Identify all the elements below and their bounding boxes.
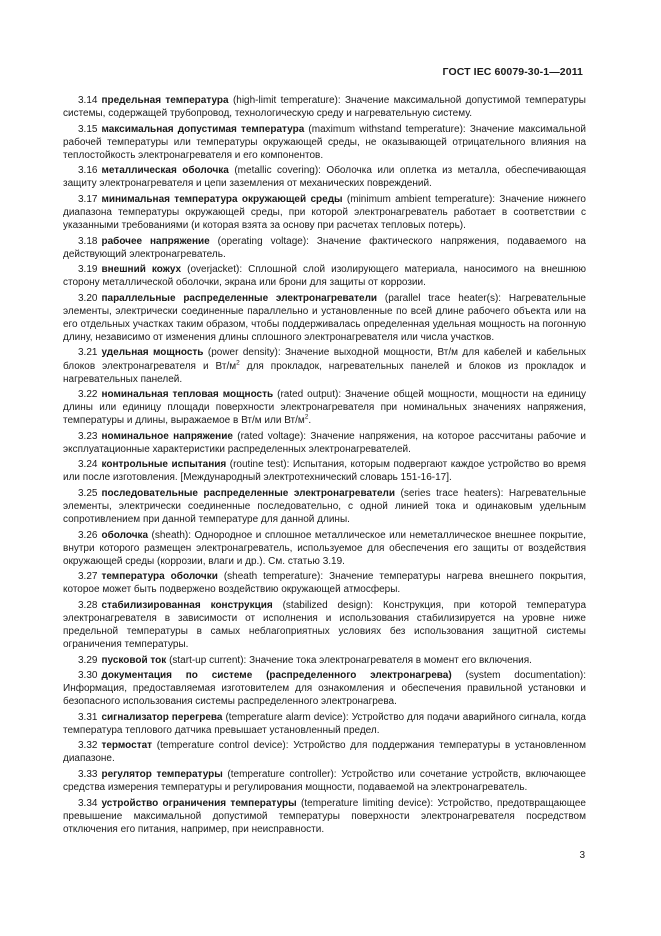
definition-text: (high-limit temperature): Значение максимальной допустимой температуры системы, содержащей трубопровод, технологическую среду и нагревательную систему. — [63, 95, 586, 120]
term: удельная мощность — [101, 347, 204, 359]
clause-number: 3.24 — [78, 459, 98, 471]
definition-3-19 — [63, 263, 586, 289]
definition-text: (operating voltage): Значение фактического напряжения, подаваемого на действующий электронагреватель. — [63, 235, 586, 260]
definition-3-30 — [63, 669, 586, 708]
definition-text: (metallic covering): Оболочка или оплетка из металла, обеспечивающая защиту электронагревателя и цепи заземления от механических повреждений. — [63, 165, 586, 190]
term: металлическая оболочка — [101, 165, 229, 177]
clause-number: 3.28 — [78, 599, 98, 611]
definition-text: (temperature controller): Устройство или сочетание устройств, включающее средства измерения температуры и регулирования мощности, подаваемой на электронагреватель. — [63, 768, 586, 794]
definition-3-25 — [63, 487, 586, 526]
definition-3-33 — [63, 768, 586, 794]
term: оболочка — [101, 529, 149, 541]
definition-3-31 — [63, 711, 586, 737]
definition-3-18 — [63, 235, 586, 261]
definition-text: (temperature control device): Устройство для поддержания температуры в установленном диапазоне. — [63, 740, 586, 765]
definition-text-cont: . — [308, 415, 312, 427]
definition-3-27 — [63, 570, 586, 596]
definition-text-cont: для прокладок, нагревательных панелей и блоков из прокладок и нагревательных панелей. — [63, 360, 586, 385]
definition-3-34 — [63, 797, 586, 836]
definition-3-23 — [63, 430, 586, 456]
definition-text: (temperature alarm device): Устройство для подачи аварийного сигнала, когда температура теплового датчика превышает установленный предел. — [63, 711, 586, 736]
term: номинальная тепловая мощность — [101, 389, 274, 401]
definition-text: (sheath temperature): Значение температуры нагрева внешнего покрытия, которое может быть подвержено воздействию окружающей атмосферы. — [63, 571, 586, 596]
term: пусковой ток — [101, 654, 167, 666]
definition-text: (parallel trace heater(s): Нагревательные элементы, электрически соединенные параллельно и установленные по всей длине рабочего объекта или на его отдельных участках таким образом, чтобы поддерживалась определенная удельная мощность на погонную длину, независимо от изменения длины сплошного электронагревателя или числа участков. — [63, 292, 586, 343]
definition-3-17 — [63, 193, 586, 232]
definition-text: (maximum withstand temperature): Значение максимальной рабочей температуры или температуры окружающей среды, не оказывающей отрицательного влияния на теплостойкость электронагревателя и его компонентов. — [63, 123, 586, 161]
term: максимальная допустимая температура — [101, 123, 305, 135]
clause-number: 3.34 — [78, 797, 98, 809]
superscript: 2 — [236, 359, 240, 367]
term: контрольные испытания — [101, 459, 227, 471]
definition-text: (series trace heaters): Нагревательные элементы, электрически соединенные последовательно, с одной линией тока и одинаковым удельным сопротивлением при данной температуре для данной длины. — [63, 487, 586, 526]
clause-number: 3.14 — [78, 95, 98, 106]
definition-text: (rated output): Значение общей мощности, мощности на единицу длины или единицу площади поверхности электронагревателя при номинальных значениях напряжения, температуры и длины, выражаемое в Вт/м или Вт/м — [63, 389, 586, 427]
term: стабилизированная конструкция — [101, 599, 273, 611]
term: сигнализатор перегрева — [101, 711, 223, 723]
definition-text: (power density): Значение выходной мощности, Вт/м для кабелей и кабельных блоков электронагревателя и Вт/м — [63, 347, 587, 372]
definition-3-29 — [63, 654, 586, 667]
term: рабочее напряжение — [101, 235, 210, 247]
definition-3-22 — [63, 388, 586, 427]
superscript: 2 — [304, 413, 309, 421]
document-header: ГОСТ IEC 60079-30-1—2011 — [442, 66, 583, 78]
clause-number: 3.19 — [78, 264, 98, 276]
term: термостат — [101, 740, 153, 752]
definition-3-16 — [63, 164, 586, 190]
clause-number: 3.25 — [78, 487, 98, 499]
term: номинальное напряжение — [101, 430, 233, 442]
term: внешний кожух — [101, 264, 182, 276]
definition-3-26 — [63, 529, 586, 568]
term: регулятор температуры — [101, 768, 223, 780]
clause-number: 3.20 — [78, 292, 98, 304]
definition-3-14 — [63, 94, 586, 120]
definition-3-32 — [63, 739, 586, 765]
definition-3-15 — [63, 123, 586, 162]
definition-3-28 — [63, 599, 586, 651]
term: температура оболочки — [101, 571, 218, 583]
clause-number: 3.33 — [78, 768, 98, 780]
definition-text: (temperature limiting device): Устройство, предотвращающее превышение максимальной допустимой температуры поверхности электронагревателя посредством отключения его питания, например, при неисправности. — [63, 797, 586, 835]
definition-text: (minimum ambient temperature): Значение нижнего диапазона температуры окружающей среды, при которой электронагреватель работает в соответствии с указанными требованиями (и которая взята за основу при расчетах тепловых потерь). — [63, 193, 586, 232]
clause-number: 3.22 — [78, 389, 98, 401]
clause-number: 3.31 — [78, 711, 98, 723]
clause-number: 3.30 — [78, 670, 98, 682]
definition-3-24 — [63, 458, 586, 484]
definition-3-20 — [63, 292, 586, 344]
term: предельная температура — [101, 95, 229, 106]
page-number: 3 — [579, 850, 585, 861]
clause-number: 3.32 — [78, 740, 98, 752]
definition-text: (system documentation): Информация, предоставляемая изготовителем для ознакомления и обеспечения правильной установки и безопасного использования системы распределенного электронагрева. — [63, 670, 587, 708]
term: параллельные распределенные электронагреватели — [101, 292, 378, 304]
definition-text: (overjacket): Сплошной слой изолирующего материала, наносимого на внешнюю сторону металлической оболочки, экрана или брони для защиты от коррозии. — [63, 264, 586, 289]
definition-text: (stabilized design): Конструкция, при которой температура электронагревателя в зависимости от исполнения и использования стабилизируется на уровне ниже предельной температуры в самых неблагоприятных условиях без использования защитной системы ограничения температуры. — [63, 599, 586, 651]
clause-number: 3.27 — [78, 571, 98, 583]
document-body — [63, 94, 586, 838]
term: минимальная температура окружающей среды — [101, 193, 343, 205]
clause-number: 3.18 — [78, 235, 98, 247]
clause-number: 3.23 — [78, 430, 98, 442]
term: последовательные распределенные электронагреватели — [101, 487, 396, 499]
clause-number: 3.17 — [78, 193, 98, 205]
clause-number: 3.16 — [78, 165, 98, 177]
definition-3-21 — [63, 346, 586, 385]
definition-text: (routine test): Испытания, которым подвергают каждое устройство во время или после изготовления. [Международный электротехнический словарь 151-16-17]. — [63, 459, 586, 484]
clause-number: 3.29 — [78, 654, 98, 666]
clause-number: 3.15 — [78, 123, 98, 135]
term: документация по системе (распределенного электронагрева) — [101, 670, 452, 682]
term: устройство ограничения температуры — [101, 797, 297, 809]
clause-number: 3.21 — [78, 347, 98, 359]
definition-text: (sheath): Однородное и сплошное металлическое или неметаллическое внешнее покрытие, внутри которого размещен электронагреватель, используемое для обеспечения его защиты от воздействия окружающей среды (коррозии, влаги и др.). См. статью 3.19. — [63, 529, 586, 567]
definition-text: (start-up current): Значение тока электронагревателя в момент его включения. — [166, 654, 532, 666]
clause-number: 3.26 — [78, 529, 98, 541]
definition-text: (rated voltage): Значение напряжения, на которое рассчитаны рабочие и эксплуатационные характеристики распределенных электронагревателей. — [63, 430, 586, 455]
